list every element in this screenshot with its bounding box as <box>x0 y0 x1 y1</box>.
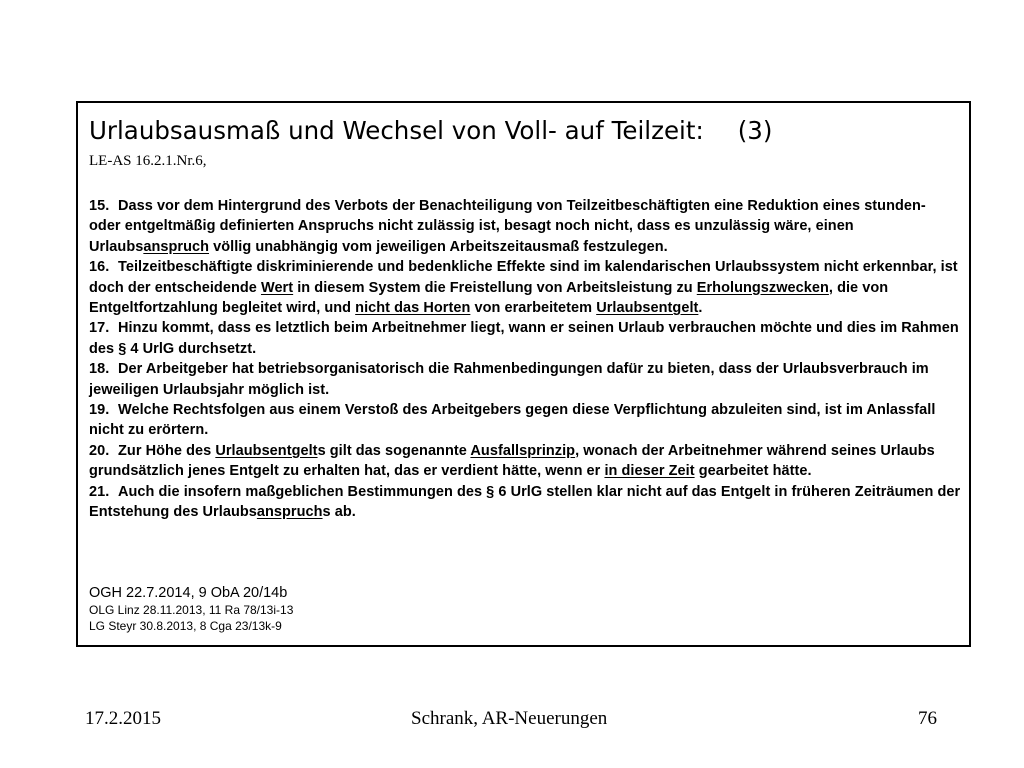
paragraph <box>89 400 961 441</box>
paragraph-number: 19. <box>89 402 110 419</box>
paragraph-text: Teilzeitbeschäftigte diskriminierende und bedenkliche Effekte sind im kalendarischen Urlaubssystem nicht erkennbar, ist doch der entscheidende Wert in diesem System die Freistellung von Arbeitsleistung zu Erholungszwecken, die von Entgeltfortzahlung begleitet wird, und nicht das Horten von erarbeitetem Urlaubsentgelt. <box>89 259 958 317</box>
title-text: Urlaubsausmaß und Wechsel von Voll- auf Teilzeit: <box>89 116 704 145</box>
content-box <box>76 101 971 647</box>
paragraph <box>89 482 961 523</box>
paragraph <box>89 359 961 400</box>
reference-ogh: OGH 22.7.2014, 9 ObA 20/14b <box>89 585 288 601</box>
slide-title <box>89 116 773 145</box>
reference-lg: LG Steyr 30.8.2013, 8 Cga 23/13k-9 <box>89 619 282 633</box>
references <box>89 584 293 634</box>
subtitle: LE-AS 16.2.1.Nr.6, <box>89 153 207 169</box>
paragraph <box>89 441 961 482</box>
paragraph-number: 15. <box>89 198 110 214</box>
paragraph-text: Der Arbeitgeber hat betriebsorganisatorisch die Rahmenbedingungen dafür zu bieten, dass der Urlaubsverbrauch im jeweiligen Urlaubsjahr möglich ist. <box>89 361 929 398</box>
footer-page-number: 76 <box>918 708 937 729</box>
paragraph-list <box>89 196 961 523</box>
paragraph-number: 21. <box>89 483 110 500</box>
paragraph-number: 16. <box>89 259 110 276</box>
footer-date: 17.2.2015 <box>85 708 161 729</box>
paragraph-number: 20. <box>89 442 110 459</box>
paragraph-text: Hinzu kommt, dass es letztlich beim Arbeitnehmer liegt, wann er seinen Urlaub verbrauchen möchte und dies im Rahmen des § 4 UrlG durchsetzt. <box>89 320 959 357</box>
paragraph-text: Auch die insofern maßgeblichen Bestimmungen des § 6 UrlG stellen klar nicht auf das Entgelt in früheren Zeiträumen der Entstehung des Urlaubsanspruchs ab. <box>89 483 961 521</box>
title-number: (3) <box>737 116 773 145</box>
footer-author: Schrank, AR-Neuerungen <box>411 708 608 729</box>
paragraph <box>89 257 961 318</box>
reference-olg: OLG Linz 28.11.2013, 11 Ra 78/13i-13 <box>89 603 294 617</box>
paragraph-text: Welche Rechtsfolgen aus einem Verstoß des Arbeitgebers gegen diese Verpflichtung abzuleiten sind, ist im Anlassfall nicht zu erörtern. <box>89 402 936 439</box>
paragraph-text: Zur Höhe des Urlaubsentgelts gilt das sogenannte Ausfallsprinzip, wonach der Arbeitnehmer während seines Urlaubs grundsätzlich jenes Entgelt zu erhalten hat, das er verdient hätte, wenn er in dieser Zeit gearbeitet hätte. <box>89 442 935 480</box>
paragraph-number: 18. <box>89 361 110 378</box>
paragraph <box>89 196 961 257</box>
paragraph-number: 17. <box>89 320 110 337</box>
paragraph <box>89 318 961 359</box>
paragraph-text: Dass vor dem Hintergrund des Verbots der Benachteiligung von Teilzeitbeschäftigten eine Reduktion eines stunden- oder entgeltmäßig definierten Anspruchs nicht zulässig ist, besagt noch nicht, dass es unzulässig wäre, einen Urlaubsanspruch völlig unabhängig vom jeweiligen Arbeitszeitausmaß festzulegen. <box>89 198 926 255</box>
